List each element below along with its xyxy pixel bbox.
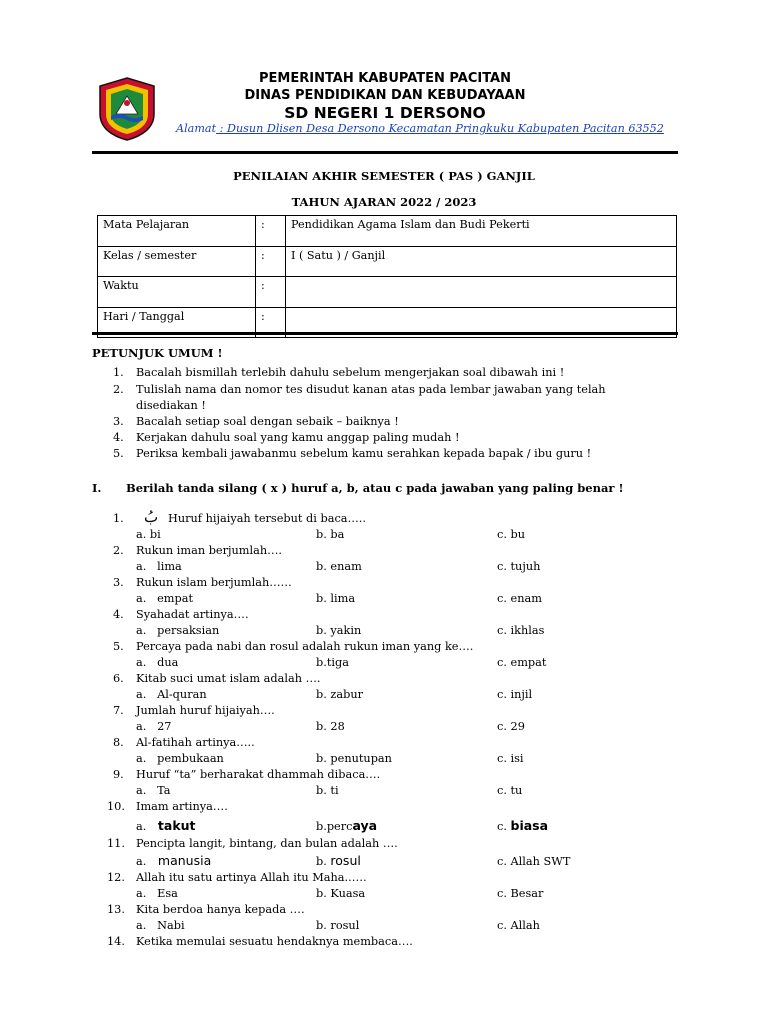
info-separator: : xyxy=(256,216,286,247)
option-a-letter: a. xyxy=(136,855,150,868)
option-a: a. Nabi xyxy=(136,919,185,932)
option-c: c. empat xyxy=(497,656,547,669)
info-label: Waktu xyxy=(98,277,256,308)
option-b: b. yakin xyxy=(316,624,362,637)
option-a-text: manusia xyxy=(157,853,212,868)
school-address xyxy=(176,122,664,135)
option-a xyxy=(136,853,211,868)
info-separator: : xyxy=(256,307,286,338)
question-number: 13. xyxy=(107,903,125,916)
option-a: a. 27 xyxy=(136,720,172,733)
regency-logo-icon xyxy=(96,76,158,142)
table-row xyxy=(98,277,677,308)
exam-info-table xyxy=(97,215,677,338)
option-a: a. empat xyxy=(136,592,194,605)
option-a-letter: a. xyxy=(136,820,150,833)
option-c-letter: c. xyxy=(497,820,511,833)
address-label: Alamat xyxy=(176,122,217,135)
table-row xyxy=(98,246,677,277)
header-divider xyxy=(92,151,678,154)
option-b: b.tiga xyxy=(316,656,349,669)
instruction-text: disediakan ! xyxy=(136,399,206,412)
section-number: I. xyxy=(92,481,102,495)
question-text: Ketika memulai sesuatu hendaknya membaca…. xyxy=(136,935,413,948)
question-number: 2. xyxy=(113,544,124,557)
info-label: Hari / Tanggal xyxy=(98,307,256,338)
option-c-text: biasa xyxy=(510,818,549,833)
option-b xyxy=(316,818,377,833)
exam-title: PENILAIAN AKHIR SEMESTER ( PAS ) GANJIL xyxy=(233,169,535,183)
option-b xyxy=(316,853,361,868)
header-government: PEMERINTAH KABUPATEN PACITAN xyxy=(259,71,511,86)
option-c: c. tu xyxy=(497,784,523,797)
question-number: 12. xyxy=(107,871,125,884)
option-b: b. ba xyxy=(316,528,345,541)
academic-year: TAHUN AJARAN 2022 / 2023 xyxy=(291,195,477,209)
table-row xyxy=(98,216,677,247)
option-c: c. 29 xyxy=(497,720,525,733)
question-text: Huruf hijaiyah tersebut di baca….. xyxy=(168,512,366,525)
option-b: b. 28 xyxy=(316,720,345,733)
option-c: c. enam xyxy=(497,592,542,605)
question-number: 4. xyxy=(113,608,124,621)
option-c: c. Besar xyxy=(497,887,544,900)
option-a: a. Al-quran xyxy=(136,688,207,701)
option-b-letter: b. xyxy=(316,855,331,868)
info-label: Mata Pelajaran xyxy=(98,216,256,247)
instructions-title: PETUNJUK UMUM ! xyxy=(92,346,223,360)
option-b: b. Kuasa xyxy=(316,887,366,900)
option-a: a. dua xyxy=(136,656,179,669)
option-c xyxy=(497,818,548,833)
option-c: c. ikhlas xyxy=(497,624,545,637)
question-number: 6. xyxy=(113,672,124,685)
option-c: c. Allah SWT xyxy=(497,855,571,868)
info-value: I ( Satu ) / Ganjil xyxy=(286,246,677,277)
question-text: Al-fatihah artinya….. xyxy=(136,736,255,749)
option-a: a. lima xyxy=(136,560,182,573)
question-number: 1. xyxy=(113,512,124,525)
option-a: a. Esa xyxy=(136,887,178,900)
option-b-text: aya xyxy=(352,818,378,833)
instruction-number: 4. xyxy=(113,431,124,444)
question-text: Rukun iman berjumlah…. xyxy=(136,544,283,557)
question-text: Allah itu satu artinya Allah itu Maha..…. xyxy=(136,871,367,884)
instruction-number: 2. xyxy=(113,383,124,396)
info-separator: : xyxy=(256,277,286,308)
option-c: c. bu xyxy=(497,528,526,541)
option-c: c. isi xyxy=(497,752,524,765)
instruction-text: Kerjakan dahulu soal yang kamu anggap paling mudah ! xyxy=(136,431,460,444)
question-text: Syahadat artinya…. xyxy=(136,608,249,621)
question-text: Imam artinya…. xyxy=(136,800,228,813)
info-separator: : xyxy=(256,246,286,277)
option-b: b. rosul xyxy=(316,919,360,932)
question-text: Rukun islam berjumlah…… xyxy=(136,576,292,589)
question-text: Kita berdoa hanya kepada …. xyxy=(136,903,305,916)
instruction-text: Tulislah nama dan nomor tes disudut kanan atas pada lembar jawaban yang telah xyxy=(136,383,606,396)
info-value: Pendidikan Agama Islam dan Budi Pekerti xyxy=(286,216,677,247)
option-b: b. zabur xyxy=(316,688,364,701)
option-c: c. injil xyxy=(497,688,533,701)
instruction-text: Bacalah bismillah terlebih dahulu sebelum mengerjakan soal dibawah ini ! xyxy=(136,366,565,379)
option-c: c. Allah xyxy=(497,919,540,932)
option-b-letter: b.perc xyxy=(316,820,353,833)
option-c: c. tujuh xyxy=(497,560,541,573)
option-a-text: takut xyxy=(157,818,196,833)
question-text: Pencipta langit, bintang, dan bulan adalah …. xyxy=(136,837,398,850)
instruction-text: Bacalah setiap soal dengan sebaik – baiknya ! xyxy=(136,415,399,428)
table-divider xyxy=(92,332,678,335)
question-number: 10. xyxy=(107,800,125,813)
question-number: 8. xyxy=(113,736,124,749)
option-a: a. Ta xyxy=(136,784,171,797)
question-text: Huruf “ta” berharakat dhammah dibaca…. xyxy=(136,768,381,781)
question-text: Jumlah huruf hijaiyah…. xyxy=(136,704,275,717)
instruction-text: Periksa kembali jawabanmu sebelum kamu serahkan kepada bapak / ibu guru ! xyxy=(136,447,592,460)
option-a: a. pembukaan xyxy=(136,752,224,765)
option-b-text: rosul xyxy=(330,853,361,868)
question-number: 9. xyxy=(113,768,124,781)
option-b: b. penutupan xyxy=(316,752,392,765)
option-b: b. ti xyxy=(316,784,339,797)
section-instruction: Berilah tanda silang ( x ) huruf a, b, atau c pada jawaban yang paling benar ! xyxy=(126,481,624,495)
question-text: Percaya pada nabi dan rosul adalah rukun iman yang ke…. xyxy=(136,640,474,653)
question-number: 7. xyxy=(113,704,124,717)
arabic-letter: بُ xyxy=(144,508,159,526)
question-number: 14. xyxy=(107,935,125,948)
question-number: 5. xyxy=(113,640,124,653)
question-text: Kitab suci umat islam adalah …. xyxy=(136,672,321,685)
header-department: DINAS PENDIDIKAN DAN KEBUDAYAAN xyxy=(244,88,526,103)
option-b: b. enam xyxy=(316,560,362,573)
option-a: a. bi xyxy=(136,528,161,541)
option-a: a. persaksian xyxy=(136,624,220,637)
question-number: 11. xyxy=(107,837,125,850)
address-text: : Dusun Dlisen Desa Dersono Kecamatan Pringkuku Kabupaten Pacitan 63552 xyxy=(216,122,664,135)
option-b: b. lima xyxy=(316,592,356,605)
instruction-number: 3. xyxy=(113,415,124,428)
option-a xyxy=(136,818,196,833)
instruction-number: 5. xyxy=(113,447,124,460)
info-label: Kelas / semester xyxy=(98,246,256,277)
info-value xyxy=(286,277,677,308)
instruction-number: 1. xyxy=(113,366,124,379)
question-number: 3. xyxy=(113,576,124,589)
header-school-name: SD NEGERI 1 DERSONO xyxy=(284,104,486,122)
